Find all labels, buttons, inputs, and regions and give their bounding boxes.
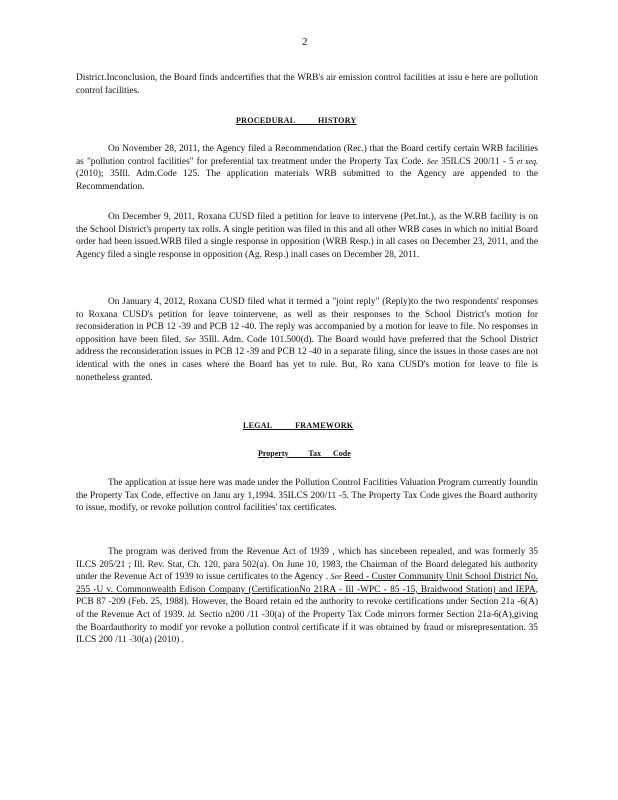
paragraph-text: Sectio n200 /11 -30(a) of the Property Tax Code mirrors former Section 21a-6(A),giving the Boardauthority to modif yor revoke a pollution control certificate if it was obtained by fraud or misrepresentation. 35 ILCS 200 /11 -30(a) (2010) . (76, 609, 539, 646)
citation-signal: et seq. (516, 156, 539, 166)
paragraph-text: On December 9, 2011, Roxana CUSD filed a petition for leave to intervene (Pet.Int.), as the W.RB facility is on the School District's property tax rolls. A single petition was filed in this and all other WRB cases in which no initial Board order had been issued.WRB filed a single response in opposition (WRB Resp.) in all cases on December 23, 2011, and the Agency filed a single response in opposition (Ag. Resp.) inall cases on December 28, 2011. (76, 212, 538, 260)
paragraph-text: The application at issue here was made under the Pollution Control Facilities Valuation Program currently foundin the Property Tax Code, effective on Janu ary 1,1994. 35ILCS 200/11 -5. The Property Tax Code gives the Board authority to issue, modify, or revoke pollution control facilities' tax certificates. (76, 478, 538, 514)
paragraph-text: On November 28, 2011, the Agency filed a Recommendation (Rec.) that the Board certify certain WRB facilities as "pollution control facilities" for preferential tax treatment under the Property Tax Code. (76, 144, 538, 167)
paragraph-text: , PCB 87 -209 (Feb. 25, 1988). However, the Board retain ed the authority to revoke certifications under Section 21a -6(A) of the Revenue Act of 1939. (76, 584, 538, 620)
paragraph-application (76, 477, 538, 515)
citation-signal: See (330, 572, 342, 582)
paragraph-joint-reply (76, 296, 538, 384)
citation-signal: See (184, 334, 196, 344)
paragraph-petition (76, 211, 538, 261)
paragraph-text: (2010); 35Ill. Adm.Code 125. The application materials WRB submitted to the Agency are appended to the Recommendation. (76, 169, 538, 192)
heading-legal-framework: LEGAL FRAMEWORK (243, 421, 354, 430)
subheading-property-tax-code: Property Tax Code (258, 449, 351, 458)
heading-procedural-history: PROCEDURAL HISTORY (236, 116, 357, 125)
paragraph-text: The program was derived from the Revenue Act of 1939 , which has sincebeen repealed, and was formerly 35 ILCS 205/21 ; Ill. Rev. Stat, Ch. 120, para 502(a). On June 10, 1983, the Chairman of the Board delegated his authority under the Revenue Act of 1939 to issue certificates to the Agency . (76, 547, 538, 583)
citation-signal: Id. (187, 609, 197, 619)
paragraph-recommendation (76, 143, 538, 193)
case-citation: Reed - Custer Community Unit School District No. 255 -U v. Commonwealth Edison Company (CertificationNo 21RA - Ill -WPC - 85 -15, Braidwood Station) and IEPA (76, 572, 539, 595)
paragraph-program (76, 546, 538, 647)
page-number: 2 (302, 36, 308, 48)
paragraph-conclusion (76, 72, 538, 97)
paragraph-text: District.Inconclusion, the Board finds andcertifies that the WRB's air emission control facilities at issu e here are pollution control facilities. (76, 73, 538, 96)
statute-citation: 35ILCS 200/11 - 5 (441, 156, 514, 167)
paragraph-text: On January 4, 2012, Roxana CUSD filed what it termed a "joint reply" (Reply)to the two respondents' responses to Roxana CUSD's petition for leave tointervene, as well as their responses to the School District's motion for reconsideration in PCB 12 -39 and PCB 12 -40. The reply was accompanied by a motion for leave to file. No responses in opposition have been filed. (76, 297, 538, 345)
citation-signal: See (426, 156, 438, 166)
paragraph-text: 35Ill. Adm. Code 101.500(d). The Board would have preferred that the School District address the reconsideration issues in PCB 12 -39 and PCB 12 -40 in a separate filing, since the issues in those cases are not identical with the ones in cases where the Board has yet to rule. But, Ro xana CUSD's motion for leave to file is nonetheless granted. (76, 334, 538, 383)
